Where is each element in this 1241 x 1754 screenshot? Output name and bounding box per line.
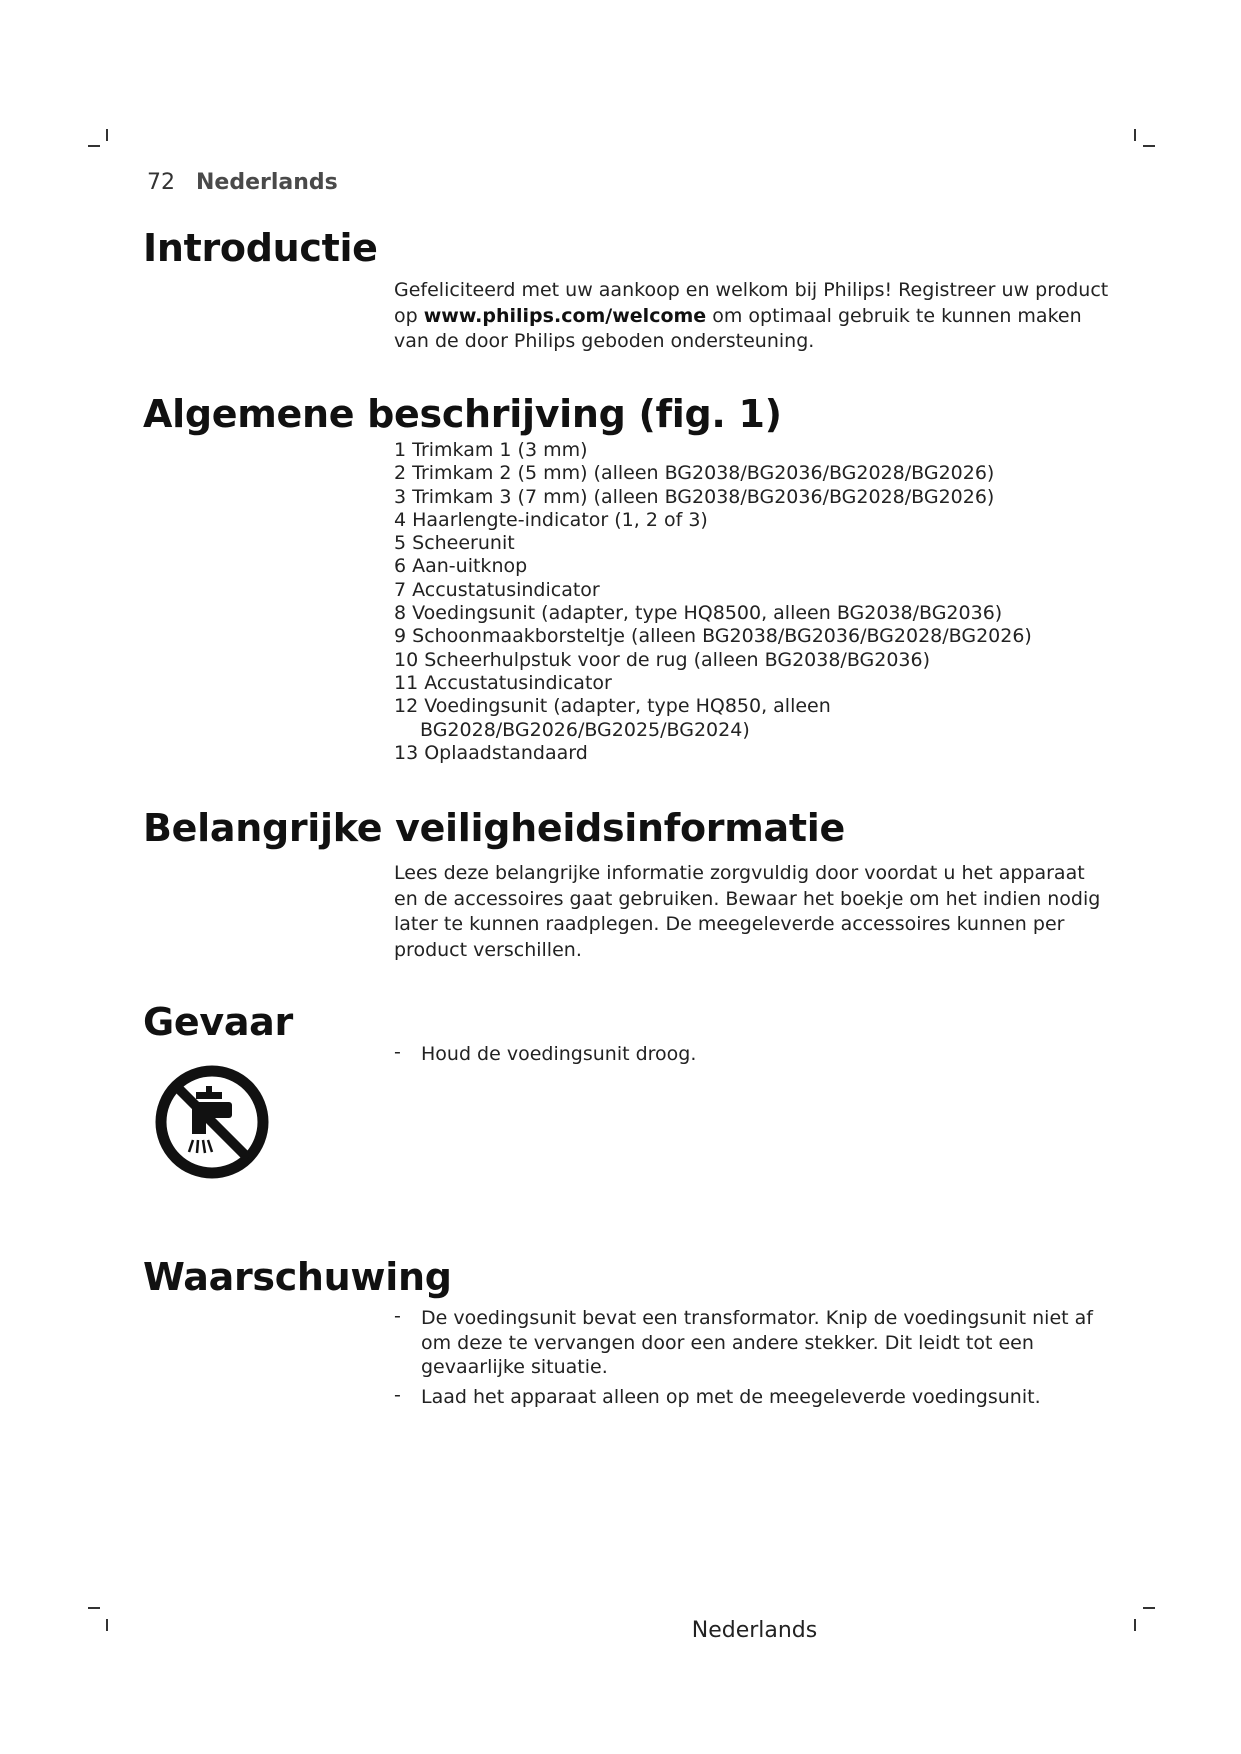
- page-number: 72: [147, 170, 175, 195]
- crop-mark-top-right-v: [1134, 129, 1136, 141]
- philips-welcome-link[interactable]: www.philips.com/welcome: [423, 304, 707, 327]
- intro-text-part1: Gefeliciteerd met uw aankoop en welkom bij Philips! Registreer uw product op: [394, 279, 1109, 327]
- crop-mark-top-left-v: [106, 129, 108, 141]
- crop-mark-bottom-left-h: [88, 1607, 100, 1609]
- list-item: 9 Schoonmaakborsteltje (alleen BG2038/BG2036/BG2028/BG2026): [394, 625, 1032, 648]
- crop-mark-top-left-h: [88, 145, 100, 147]
- bullet-text: Houd de voedingsunit droog.: [421, 1043, 697, 1065]
- header-language: Nederlands: [196, 170, 338, 195]
- list-item: 1 Trimkam 1 (3 mm): [394, 439, 588, 461]
- intro-text-part2: om optimaal gebruik te kunnen maken van de door Philips geboden ondersteuning.: [394, 304, 1082, 352]
- list-item: [394, 1385, 1094, 1410]
- crop-mark-top-right-h: [1143, 145, 1155, 147]
- list-item: 10 Scheerhulpstuk voor de rug (alleen BG2038/BG2036): [394, 648, 931, 671]
- safety-title: Belangrijke veiligheidsinformatie: [143, 806, 845, 850]
- list-item: 13 Oplaadstandaard: [394, 741, 588, 764]
- list-item: 12 Voedingsunit (adapter, type HQ850, alleen: [394, 695, 831, 718]
- danger-bullets: [394, 1042, 1114, 1072]
- list-item: 11 Accustatusindicator: [394, 671, 612, 694]
- list-item: 6 Aan-uitknop: [394, 555, 528, 578]
- danger-title: Gevaar: [143, 1000, 293, 1044]
- parts-list: [394, 439, 1114, 765]
- list-item: 5 Scheerunit: [394, 532, 515, 555]
- bullet-text: Laad het apparaat alleen op met de meegeleverde voedingsunit.: [421, 1385, 1041, 1408]
- list-item: 4 Haarlengte-indicator (1, 2 of 3): [394, 508, 708, 531]
- description-list-block: [394, 439, 1114, 765]
- intro-text: [394, 278, 1114, 355]
- bullet-text: De voedingsunit bevat een transformator. Knip de voedingsunit niet af om deze te vervangen door een andere stekker. Dit leidt tot een gevaarlijke situatie.: [421, 1307, 1093, 1378]
- page-footer: Nederlands: [691, 1618, 818, 1643]
- warning-title: Waarschuwing: [143, 1255, 452, 1299]
- crop-mark-bottom-right-h: [1143, 1607, 1155, 1609]
- list-item-continuation-text: BG2028/BG2026/BG2025/BG2024): [420, 718, 750, 741]
- danger-list: [394, 1042, 1114, 1067]
- safety-paragraph: Lees deze belangrijke informatie zorgvuldig door voordat u het apparaat en de accessoires gaat gebruiken. Bewaar het boekje om het indien nodig later te kunnen raadplegen. De meegeleverde accessoires kunnen per product verschillen.: [394, 862, 1101, 961]
- dash-marker: -: [394, 1305, 401, 1327]
- warning-bullets: [394, 1306, 1094, 1414]
- running-header: [147, 170, 338, 195]
- list-item: [394, 1042, 1114, 1067]
- dash-marker: -: [394, 1383, 401, 1406]
- safety-text: [394, 861, 1114, 963]
- list-item: [394, 1306, 1094, 1380]
- list-item: 7 Accustatusindicator: [394, 578, 600, 601]
- description-title: Algemene beschrijving (fig. 1): [143, 392, 782, 436]
- warning-list: [394, 1306, 1094, 1409]
- list-item: 2 Trimkam 2 (5 mm) (alleen BG2038/BG2036/BG2028/BG2026): [394, 462, 995, 485]
- dash-marker: -: [394, 1041, 401, 1063]
- list-item-continuation: [394, 719, 1114, 742]
- list-item: 8 Voedingsunit (adapter, type HQ8500, alleen BG2038/BG2036): [394, 602, 1003, 625]
- no-water-tap-icon: [152, 1062, 272, 1182]
- intro-title: Introductie: [143, 226, 378, 270]
- list-item: 3 Trimkam 3 (7 mm) (alleen BG2038/BG2036/BG2028/BG2026): [394, 485, 995, 508]
